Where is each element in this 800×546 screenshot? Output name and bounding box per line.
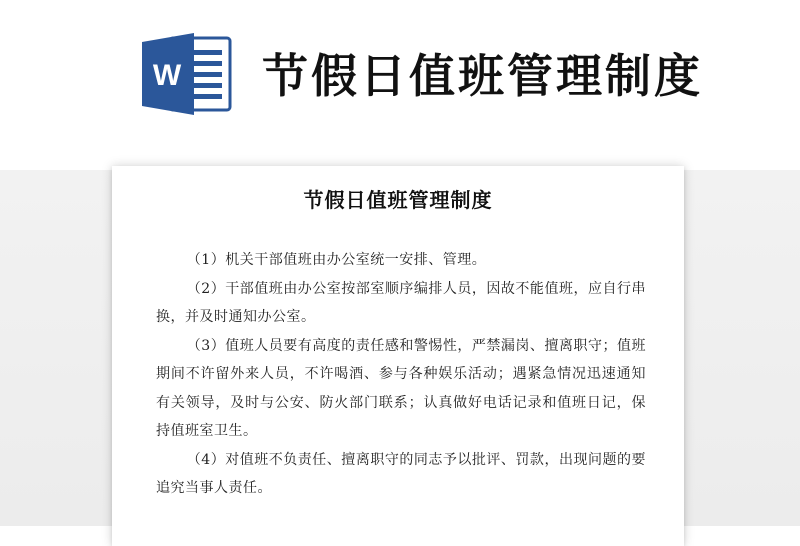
word-logo-letter: W (152, 59, 182, 92)
document-page (112, 166, 684, 546)
paragraph: （1）机关干部值班由办公室统一安排、管理。 (186, 252, 487, 268)
paragraph: （2）干部值班由办公室按部室顺序编排人员，因故不能值班，应自行串换，并及时通知办公室。 (156, 280, 646, 325)
document-title: 节假日值班管理制度 (303, 188, 493, 212)
document-body (156, 246, 646, 503)
page-title: 节假日值班管理制度 (262, 49, 703, 103)
paragraph: （4）对值班不负责任、擅离职守的同志予以批评、罚款，出现问题的要追究当事人责任。 (156, 451, 646, 496)
paragraph: （3）值班人员要有高度的责任感和警惕性，严禁漏岗、擅离职守；值班期间不许留外来人员，不许喝酒、参与各种娱乐活动；遇紧急情况迅速通知有关领导，及时与公安、防火部门联系；认真做好电话记录和值班日记，保持值班室卫生。 (156, 337, 646, 439)
word-document-icon (140, 30, 232, 118)
